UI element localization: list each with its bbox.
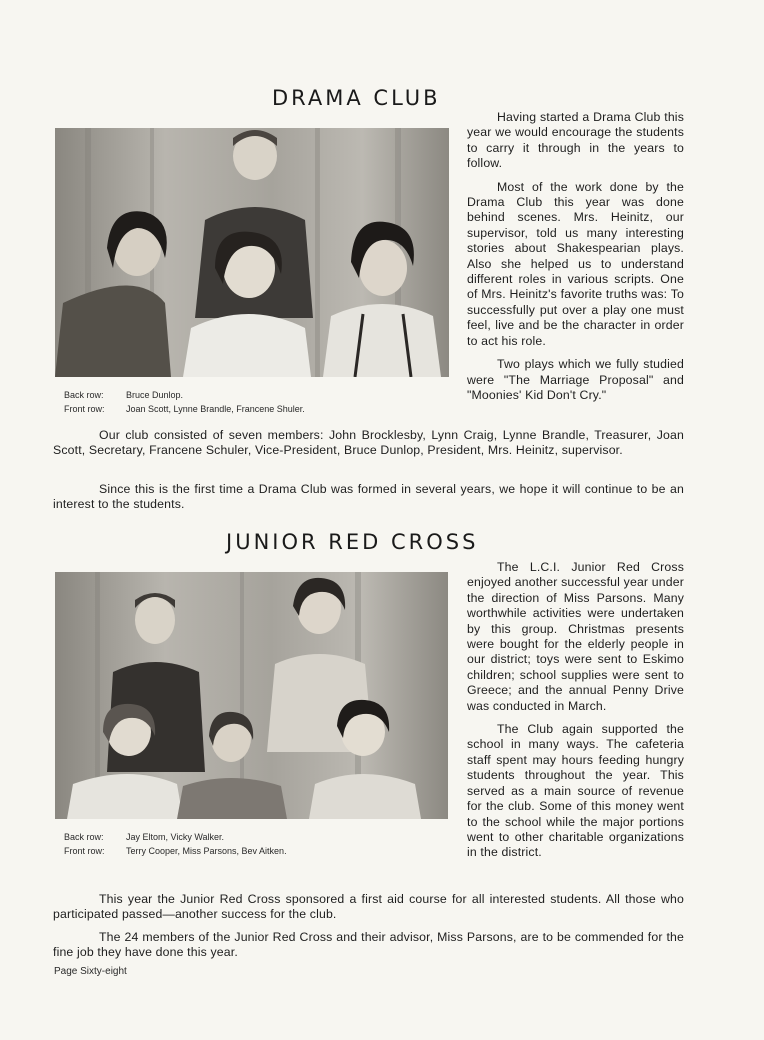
red-cross-closing-paragraph bbox=[53, 930, 684, 961]
drama-paragraph: Having started a Drama Club this year we would encourage the students to carry it through in the years to follow. bbox=[467, 110, 684, 171]
red-cross-column bbox=[467, 560, 684, 869]
caption-front-label: Front row: bbox=[64, 404, 105, 414]
junior-red-cross-photo bbox=[55, 572, 448, 819]
caption-back-label: Back row: bbox=[64, 832, 104, 842]
caption-back-names: Bruce Dunlop. bbox=[126, 390, 184, 400]
caption-front-names: Terry Cooper, Miss Parsons, Bev Aitken. bbox=[126, 846, 287, 856]
drama-members-paragraph bbox=[53, 428, 684, 459]
red-cross-paragraph: The Club again supported the school in many ways. The cafeteria staff spent may hours feeding hungry students throughout the year. This served as a main source of revenue for the club. Some of this money went to the school while the major portions went to other charitable organizations in the district. bbox=[467, 722, 684, 860]
drama-paragraph: Two plays which we fully studied were "The Marriage Proposal" and "Moonies' Kid Don't Cry." bbox=[467, 357, 684, 402]
drama-members-text: Our club consisted of seven members: John Brocklesby, Lynn Craig, Lynne Brandle, Treasurer, Joan Scott, Secretary, Francene Schuler, Vice-President, Bruce Dunlop, President, Mrs. Heinitz, supervisor. bbox=[53, 428, 684, 458]
caption-front-label: Front row: bbox=[64, 846, 105, 856]
page-number: Page Sixty-eight bbox=[54, 966, 127, 977]
red-cross-closing-text: The 24 members of the Junior Red Cross and their advisor, Miss Parsons, are to be commended for the fine job they have done this year. bbox=[53, 930, 684, 960]
caption-back-label: Back row: bbox=[64, 390, 104, 400]
drama-club-photo bbox=[55, 128, 449, 377]
red-cross-paragraph: The L.C.I. Junior Red Cross enjoyed another successful year under the direction of Miss Parsons. Many worthwhile activities were undertaken by this group. Christmas presents were bought for the elderly people in our district; toys were sent to Eskimo children; school supplies were sent to Greece; and the annual Penny Drive was conducted in March. bbox=[467, 560, 684, 713]
caption-front-names: Joan Scott, Lynne Brandle, Francene Shuler. bbox=[126, 404, 305, 414]
red-cross-photo-caption bbox=[64, 830, 287, 858]
drama-photo-caption bbox=[64, 388, 305, 416]
drama-closing-paragraph bbox=[53, 482, 684, 513]
drama-paragraph: Most of the work done by the Drama Club this year was done behind scenes. Mrs. Heinitz, our supervisor, told us many interesting stories about Shakespearian plays. Also she helped us to understand different roles in various scripts. One of Mrs. Heinitz's favorite truths was: To successfully put over a play one must feel, live and be the character in order to act his role. bbox=[467, 179, 684, 348]
first-aid-text: This year the Junior Red Cross sponsored a first aid course for all interested students. All those who participated passed—another success for the club. bbox=[53, 892, 684, 922]
first-aid-paragraph bbox=[53, 892, 684, 923]
drama-closing-text: Since this is the first time a Drama Club was formed in several years, we hope it will continue to be an interest to the students. bbox=[53, 482, 684, 512]
drama-club-column bbox=[467, 110, 684, 411]
junior-red-cross-heading: JUNIOR RED CROSS bbox=[226, 530, 479, 554]
caption-back-names: Jay Eltom, Vicky Walker. bbox=[126, 832, 225, 842]
drama-club-heading: DRAMA CLUB bbox=[272, 86, 441, 110]
